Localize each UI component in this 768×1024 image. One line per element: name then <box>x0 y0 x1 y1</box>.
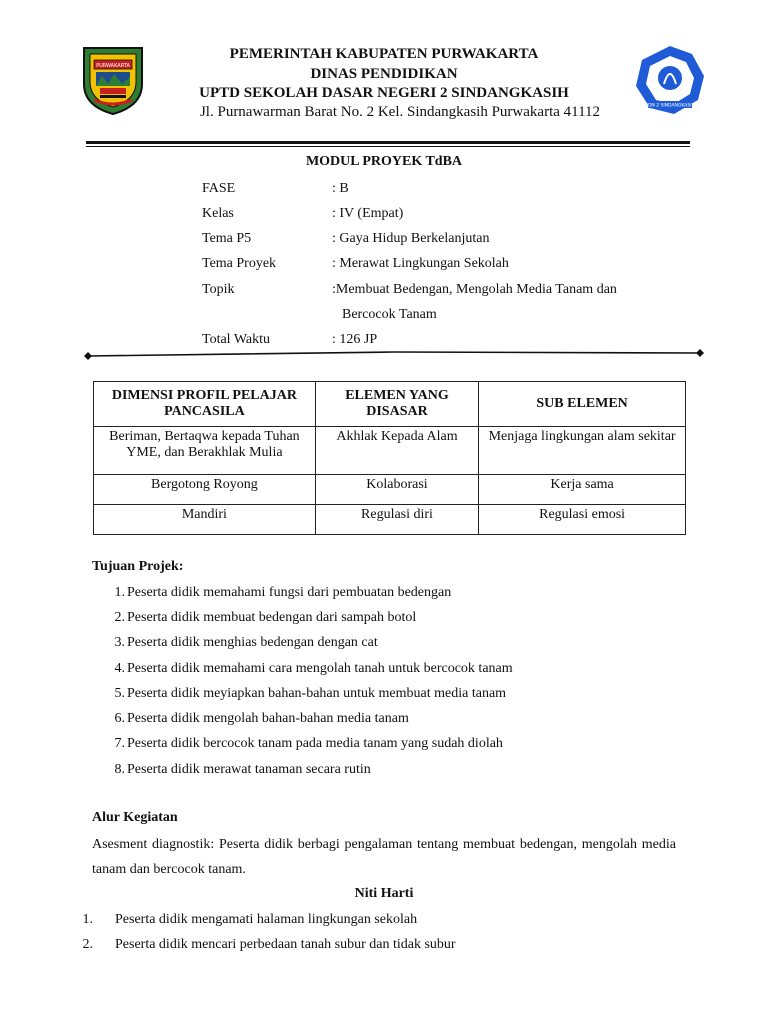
table-header-cell: DIMENSI PROFIL PELAJAR PANCASILA <box>94 382 316 427</box>
list-text: Peserta didik menghias bedengan dengan cat <box>127 635 378 650</box>
table-header-cell: SUB ELEMEN <box>479 382 686 427</box>
table-cell: Mandiri <box>94 505 316 535</box>
list-text: Peserta didik memahami fungsi dari pembuatan bedengan <box>127 585 452 600</box>
list-number: 2. <box>114 610 125 625</box>
list-number: 8. <box>114 762 125 777</box>
info-value-continued: Bercocok Tanam <box>342 307 437 322</box>
info-value: : IV (Empat) <box>332 206 404 221</box>
table-cell: Akhlak Kepada Alam <box>315 427 478 475</box>
table-cell: Kerja sama <box>479 475 686 505</box>
info-value: : Merawat Lingkungan Sekolah <box>332 256 509 271</box>
list-number: 2. <box>82 937 93 952</box>
module-title: MODUL PROYEK TdBA <box>305 154 463 169</box>
section-divider <box>84 348 706 362</box>
info-label: FASE <box>202 181 236 196</box>
header-department: DINAS PENDIDIKAN <box>310 66 458 82</box>
table-cell: Regulasi emosi <box>479 505 686 535</box>
list-number: 6. <box>114 711 125 726</box>
info-label: Tema P5 <box>202 231 252 246</box>
list-text: Peserta didik bercocok tanam pada media tanam yang sudah diolah <box>127 736 503 751</box>
header-school-name: UPTD SEKOLAH DASAR NEGERI 2 SINDANGKASIH <box>199 85 569 101</box>
emblem-lettering: SDN 2 SINDANGKASIH <box>645 103 695 109</box>
list-text: Peserta didik meyiapkan bahan-bahan untuk membuat media tanam <box>127 686 507 701</box>
table-row <box>94 475 686 505</box>
list-text: Peserta didik membuat bedengan dari sampah botol <box>127 610 417 625</box>
tujuan-title: Tujuan Projek: <box>92 559 184 574</box>
profile-table <box>93 381 686 535</box>
info-value: : B <box>332 181 349 196</box>
table-cell: Kolaborasi <box>315 475 478 505</box>
info-label: Tema Proyek <box>202 256 277 271</box>
table-cell: Menjaga lingkungan alam sekitar <box>479 427 686 475</box>
header-divider-thin <box>86 146 690 147</box>
list-text: Peserta didik mengamati halaman lingkungan sekolah <box>115 912 418 927</box>
list-number: 4. <box>114 661 125 676</box>
list-number: 5. <box>114 686 125 701</box>
table-header-row <box>94 382 686 427</box>
table-cell: Beriman, Bertaqwa kepada Tuhan YME, dan Berakhlak Mulia <box>94 427 316 475</box>
info-label: Kelas <box>202 206 234 221</box>
list-number: 3. <box>114 635 125 650</box>
list-number: 1. <box>114 585 125 600</box>
list-text: Peserta didik memahami cara mengolah tanah untuk bercocok tanam <box>127 661 513 676</box>
table-row <box>94 505 686 535</box>
niti-harti-title: Niti Harti <box>354 886 414 901</box>
alur-paragraph: Asesment diagnostik: Peserta didik berbagi pengalaman tentang membuat bedengan, mengolah media tanam dan bercocok tanam. <box>92 837 676 877</box>
alur-title: Alur Kegiatan <box>92 810 178 825</box>
list-number: 7. <box>114 736 125 751</box>
info-value: : 126 JP <box>332 332 378 347</box>
info-label: Topik <box>202 282 235 297</box>
header-government: PEMERINTAH KABUPATEN PURWAKARTA <box>229 46 539 62</box>
list-text: Peserta didik mencari perbedaan tanah subur dan tidak subur <box>115 937 456 952</box>
table-cell: Bergotong Royong <box>94 475 316 505</box>
header-divider-thick <box>86 141 690 144</box>
info-value: : Gaya Hidup Berkelanjutan <box>332 231 490 246</box>
header-address: Jl. Purnawarman Barat No. 2 Kel. Sindangkasih Purwakarta 41112 <box>199 104 601 120</box>
crest-lettering: PURWAKARTA <box>96 63 130 69</box>
list-text: Peserta didik merawat tanaman secara rutin <box>127 762 371 777</box>
table-cell: Regulasi diri <box>315 505 478 535</box>
table-row <box>94 427 686 475</box>
list-text: Peserta didik mengolah bahan-bahan media tanam <box>127 711 409 726</box>
table-header-cell: ELEMEN YANG DISASAR <box>315 382 478 427</box>
info-value: :Membuat Bedengan, Mengolah Media Tanam dan <box>332 282 617 297</box>
list-number: 1. <box>82 912 93 927</box>
info-label: Total Waktu <box>202 332 271 347</box>
